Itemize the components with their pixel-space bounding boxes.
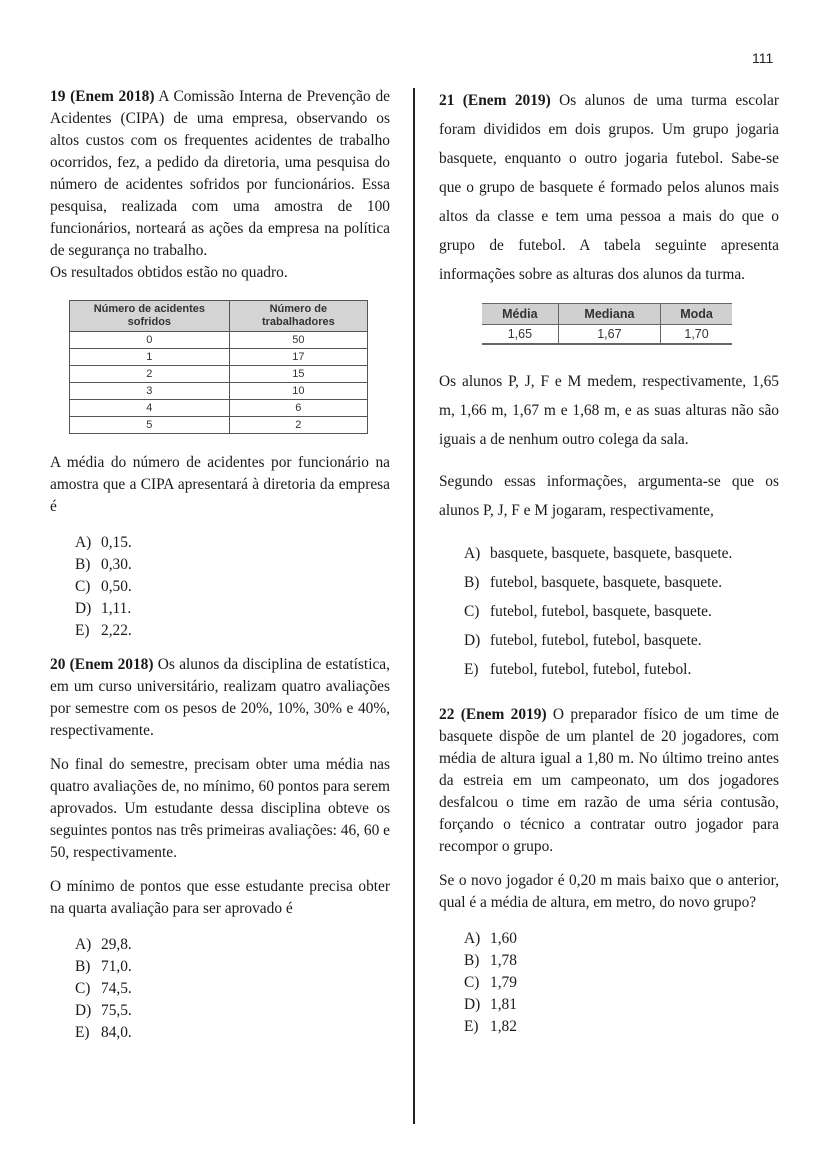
option-d[interactable]: D) futebol, futebol, futebol, basquete. xyxy=(464,632,702,649)
q22-question: Se o novo jogador é 0,20 m mais baixo que o anterior, qual é a média de altura, em metro, do novo grupo? xyxy=(439,872,779,911)
q21-paragraph2: Os alunos P, J, F e M medem, respectivamente, 1,65 m, 1,66 m, 1,67 m e 1,68 m, e as suas alturas não são iguais a de nenhum outro colega da sala. xyxy=(439,373,779,448)
option-b[interactable]: B) 1,78 xyxy=(464,952,517,969)
q21-intro: 21 (Enem 2019) Os alunos de uma turma escolar foram divididos em dois grupos. Um grupo jogaria basquete, enquanto o outro jogaria futebol. Sabe-se que o grupo de basquete é formado pelos alunos mais altos da classe e tem uma pessoa a mais do que o grupo de futebol. A tabela seguinte apresenta informações sobre as alturas dos alunos da turma. xyxy=(439,92,779,283)
table-row: 1,65 1,67 1,70 xyxy=(482,325,732,345)
q19-accidents-table xyxy=(69,300,368,434)
q19-intro-last: Os resultados obtidos estão no quadro. xyxy=(50,264,288,281)
q19-question: A média do número de acidentes por funcionário na amostra que a CIPA apresentará à diretoria da empresa é xyxy=(50,454,390,515)
option-c[interactable]: C) 0,50. xyxy=(75,578,132,595)
option-b[interactable]: B) 71,0. xyxy=(75,958,132,975)
q22-number: 22 (Enem 2019) xyxy=(439,706,547,723)
q20-paragraph2: No final do semestre, precisam obter uma média nas quatro avaliações de, no mínimo, 60 pontos para serem aprovados. Um estudante dessa disciplina obteve os seguintes pontos nas três primeiras avaliações: 46, 60 e 50, respectivamente. xyxy=(50,756,390,861)
q20-question: O mínimo de pontos que esse estudante precisa obter na quarta avaliação para ser aprovado é xyxy=(50,878,390,917)
option-d[interactable]: D) 1,81 xyxy=(464,996,517,1013)
q22-intro: 22 (Enem 2019) O preparador físico de um time de basquete dispõe de um plantel de 20 jogadores, com média de altura igual a 1,80 m. No último treino antes da estreia em um campeonato, um dos jogadores desfalcou o time em razão de uma séria contusão, forçando o técnico a contratar outro jogador para recompor o grupo. xyxy=(439,706,779,855)
q20-number: 20 (Enem 2018) xyxy=(50,656,154,673)
option-a[interactable]: A) 1,60 xyxy=(464,930,517,947)
right-column xyxy=(439,86,779,1038)
question-19 xyxy=(50,86,390,642)
q19-options xyxy=(50,532,390,642)
option-e[interactable]: E) 2,22. xyxy=(75,622,132,639)
q20-options xyxy=(50,934,390,1044)
q19-intro: 19 (Enem 2018) A Comissão Interna de Prevenção de Acidentes (CIPA) de uma empresa, observando os altos custos com os frequentes acidentes de trabalho ocorridos, fez, a pedido da diretoria, uma pesquisa do número de acidentes sofridos por funcionários. Essa pesquisa, realizada com uma amostra de 100 funcionários, norteará as ações da empresa na política de segurança no trabalho. xyxy=(50,88,390,259)
question-21 xyxy=(439,86,779,684)
option-b[interactable]: B) futebol, basquete, basquete, basquete. xyxy=(464,574,723,591)
table-header: Mediana xyxy=(558,304,660,325)
option-d[interactable]: D) 75,5. xyxy=(75,1002,132,1019)
question-22 xyxy=(439,704,779,1038)
table-header: Média xyxy=(482,304,558,325)
option-e[interactable]: E) futebol, futebol, futebol, futebol. xyxy=(464,661,692,678)
q21-options xyxy=(439,539,779,684)
left-column xyxy=(50,86,390,1044)
page-number: 111 xyxy=(752,50,774,66)
q20-intro: 20 (Enem 2018) Os alunos da disciplina de estatística, em um curso universitário, realizam quatro avaliações por semestre com os pesos de 20%, 10%, 30% e 40%, respectivamente. xyxy=(50,656,390,739)
table-row: 0 50 xyxy=(70,332,368,349)
table-row: 5 2 xyxy=(70,417,368,434)
table-header: Número de acidentes sofridos xyxy=(70,301,230,332)
table-row: 4 6 xyxy=(70,400,368,417)
table-row: 2 15 xyxy=(70,366,368,383)
option-a[interactable]: A) 0,15. xyxy=(75,534,132,551)
option-c[interactable]: C) futebol, futebol, basquete, basquete. xyxy=(464,603,712,620)
column-divider xyxy=(413,88,415,1124)
option-c[interactable]: C) 74,5. xyxy=(75,980,132,997)
option-c[interactable]: C) 1,79 xyxy=(464,974,517,991)
table-header: Número de trabalhadores xyxy=(229,301,367,332)
option-a[interactable]: A) basquete, basquete, basquete, basquete. xyxy=(464,545,733,562)
q21-question: Segundo essas informações, argumenta-se que os alunos P, J, F e M jogaram, respectivamente, xyxy=(439,473,779,519)
q19-number: 19 (Enem 2018) xyxy=(50,88,155,105)
table-row: 1 17 xyxy=(70,349,368,366)
table-row: 3 10 xyxy=(70,383,368,400)
option-d[interactable]: D) 1,11. xyxy=(75,600,132,617)
table-header: Moda xyxy=(661,304,732,325)
option-e[interactable]: E) 1,82 xyxy=(464,1018,517,1035)
option-a[interactable]: A) 29,8. xyxy=(75,936,132,953)
q21-heights-table xyxy=(482,303,732,345)
question-20 xyxy=(50,654,390,1044)
q22-options xyxy=(439,928,779,1038)
option-e[interactable]: E) 84,0. xyxy=(75,1024,132,1041)
q21-number: 21 (Enem 2019) xyxy=(439,92,551,109)
option-b[interactable]: B) 0,30. xyxy=(75,556,132,573)
